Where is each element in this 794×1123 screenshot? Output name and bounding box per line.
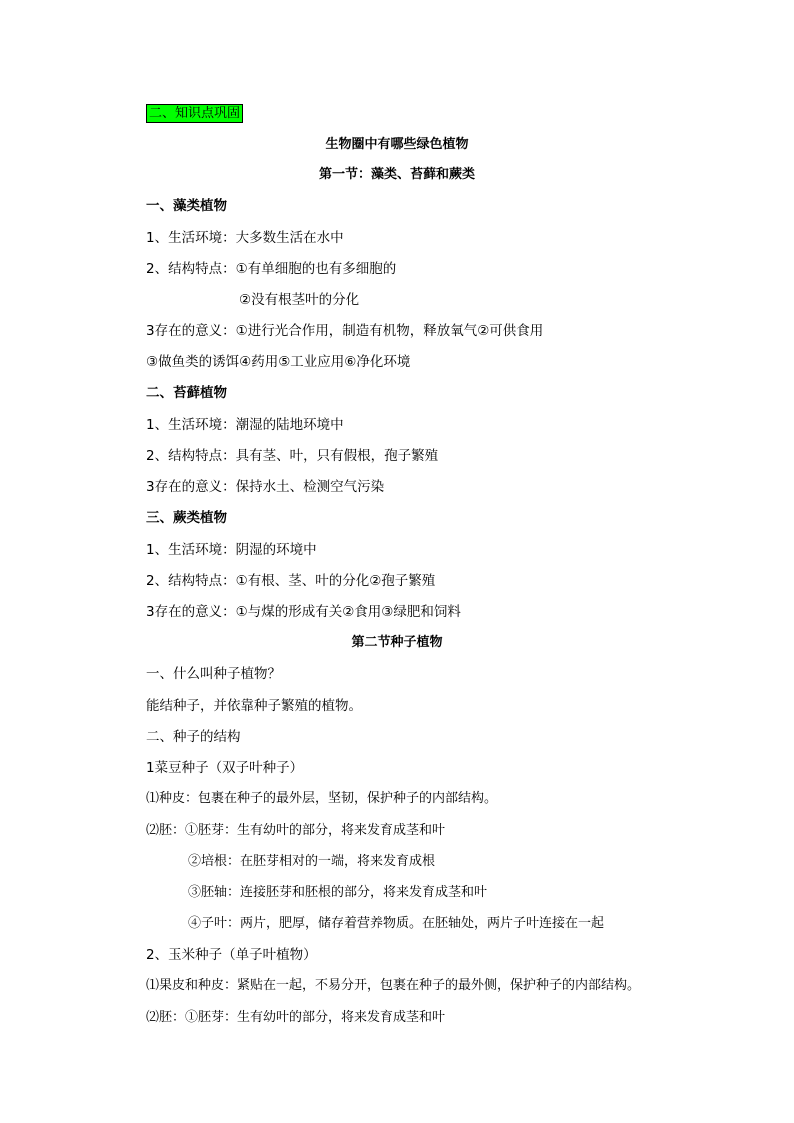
algae-meaning2: ③做鱼类的诱饵④药用⑤工业应用⑥净化环境 [146, 354, 411, 370]
fern-struct: 2、结构特点：①有根、茎、叶的分化②孢子繁殖 [146, 573, 436, 589]
seed-plant-answer: 能结种子，并依靠种子繁殖的植物。 [146, 698, 362, 714]
seed-structure-heading: 二、种子的结构 [146, 729, 241, 745]
bean-coat: ⑴种皮：包裹在种子的最外层，坚韧，保护种子的内部结构。 [146, 791, 498, 806]
corn-embryo1: ⑵胚：①胚芽：生有幼叶的部分，将来发育成茎和叶 [146, 1010, 446, 1025]
section2-title: 第二节种子植物 [351, 635, 443, 650]
highlighted-heading: 二、知识点巩固 [146, 104, 243, 123]
bean-embryo4: ④子叶：两片，肥厚，储存着营养物质。在胚轴处，两片子叶连接在一起 [188, 916, 605, 931]
bean-heading: 1菜豆种子（双子叶种子） [146, 760, 304, 776]
fern-meaning: 3存在的意义：①与煤的形成有关②食用③绿肥和饲料 [146, 604, 461, 620]
section1-title: 第一节：藻类、苔藓和蕨类 [318, 167, 475, 182]
algae-struct1: 2、结构特点：①有单细胞的也有多细胞的 [146, 261, 397, 277]
fern-env: 1、生活环境：阴湿的环境中 [146, 542, 317, 558]
bean-embryo2: ②培根：在胚芽相对的一端，将来发育成根 [188, 854, 436, 869]
moss-struct: 2、结构特点：具有茎、叶，只有假根，孢子繁殖 [146, 448, 439, 464]
algae-env: 1、生活环境：大多数生活在水中 [146, 230, 344, 246]
algae-heading: 一、藻类植物 [146, 198, 227, 214]
page-title: 生物圈中有哪些绿色植物 [325, 137, 469, 152]
bean-embryo1: ⑵胚：①胚芽：生有幼叶的部分，将来发育成茎和叶 [146, 823, 446, 838]
section-tag [146, 104, 243, 123]
seed-plant-question: 一、什么叫种子植物？ [146, 666, 281, 682]
bean-embryo3: ③胚轴：连接胚芽和胚根的部分，将来发育成茎和叶 [188, 885, 488, 900]
fern-heading: 三、蕨类植物 [146, 510, 227, 526]
corn-heading: 2、玉米种子（单子叶植物） [146, 947, 317, 963]
algae-meaning1: 3存在的意义：①进行光合作用，制造有机物，释放氧气②可供食用 [146, 323, 544, 339]
moss-env: 1、生活环境：潮湿的陆地环境中 [146, 417, 344, 433]
moss-heading: 二、苔藓植物 [146, 385, 227, 401]
moss-meaning: 3存在的意义：保持水土、检测空气污染 [146, 479, 385, 495]
algae-struct2: ②没有根茎叶的分化 [239, 292, 360, 308]
corn-coat: ⑴果皮和种皮：紧贴在一起，不易分开，包裹在种子的最外侧，保护种子的内部结构。 [146, 978, 641, 993]
